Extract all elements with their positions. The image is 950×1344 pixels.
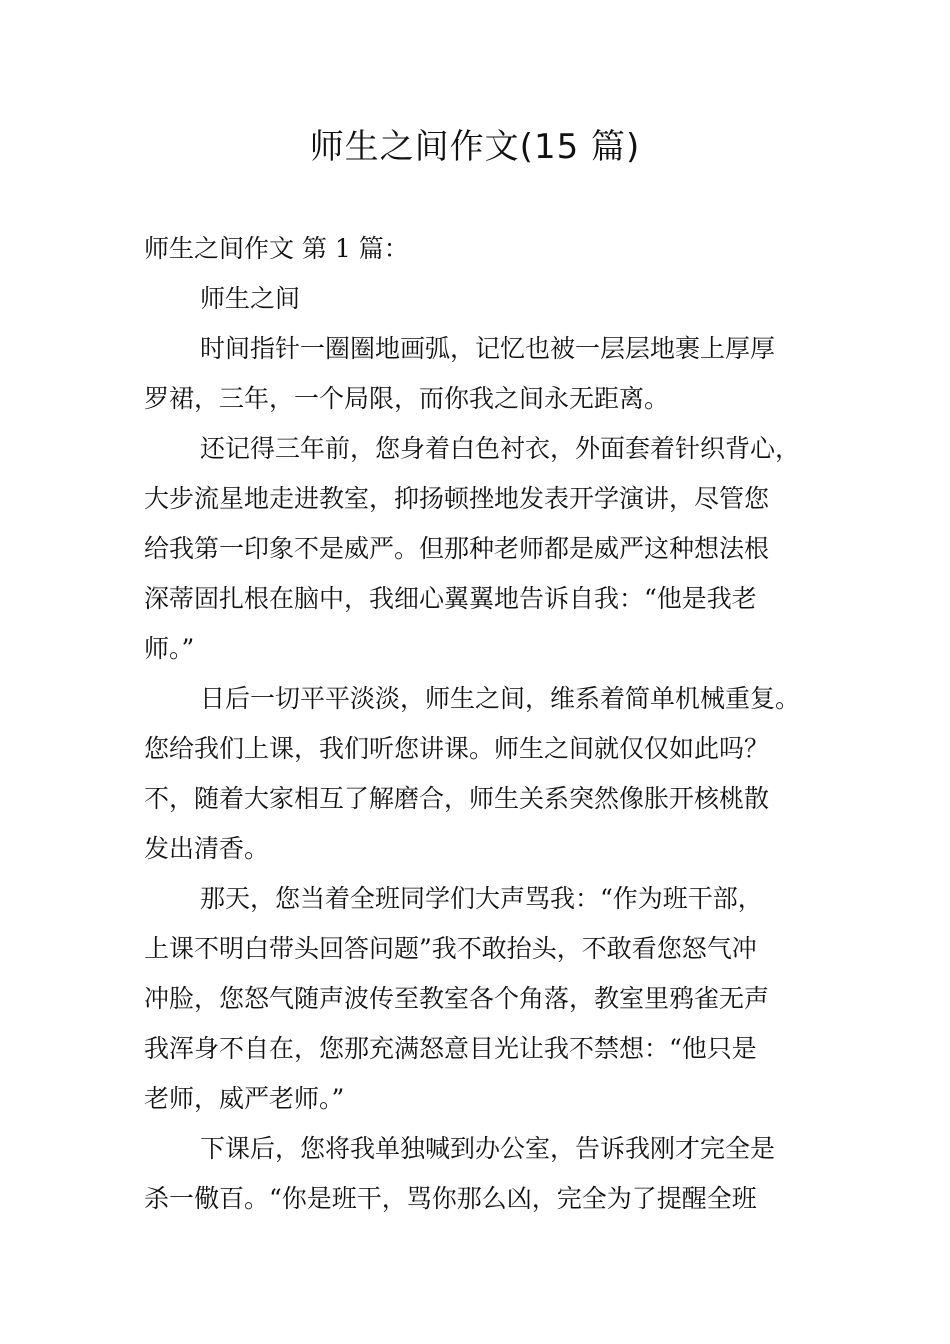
text-line: 还记得三年前，您身着白色衬衣，外面套着针织背心，: [200, 434, 801, 463]
text-line: 我浑身不自在，您那充满怒意目光让我不禁想：“他只是: [144, 1034, 757, 1063]
text-line: 师生之间: [200, 284, 301, 313]
text-line: 那天，您当着全班同学们大声骂我：“作为班干部，: [200, 884, 763, 913]
text-line: 日后一切平平淡淡，师生之间，维系着简单机械重复。: [200, 684, 801, 713]
text-line: 您给我们上课，我们听您讲课。师生之间就仅仅如此吗？: [144, 734, 770, 763]
text-line: 给我第一印象不是威严。但那种老师都是威严这种想法根: [144, 534, 770, 563]
text-line: 冲脸，您怒气随声波传至教室各个角落，教室里鸦雀无声: [144, 984, 770, 1013]
text-line: 不，随着大家相互了解磨合，师生关系突然像胀开核桃散: [144, 784, 770, 813]
text-line: 时间指针一圈圈地画弧，记忆也被一层层地裹上厚厚: [200, 334, 776, 363]
text-line: 大步流星地走进教室，抑扬顿挫地发表开学演讲，尽管您: [144, 484, 770, 513]
document-title: 师生之间作文(15 篇): [309, 127, 641, 167]
document-body: [144, 224, 834, 1224]
text-line: 杀一儆百。“你是班干，骂你那么凶，完全为了提醒全班: [144, 1184, 757, 1213]
text-line: 罗裙，三年，一个局限，而你我之间永无距离。: [144, 384, 670, 413]
text-line: 上课不明白带头回答问题”我不敢抬头，不敢看您怒气冲: [144, 934, 757, 963]
text-line: 师生之间作文 第 1 篇：: [144, 234, 409, 263]
text-line: 发出清香。: [144, 834, 270, 863]
text-line: 深蒂固扎根在脑中，我细心翼翼地告诉自我：“他是我老: [144, 584, 757, 613]
text-line: 师。”: [144, 634, 195, 663]
text-line: 下课后，您将我单独喊到办公室，告诉我刚才完全是: [200, 1134, 776, 1163]
text-line: 老师，威严老师。”: [144, 1084, 345, 1113]
